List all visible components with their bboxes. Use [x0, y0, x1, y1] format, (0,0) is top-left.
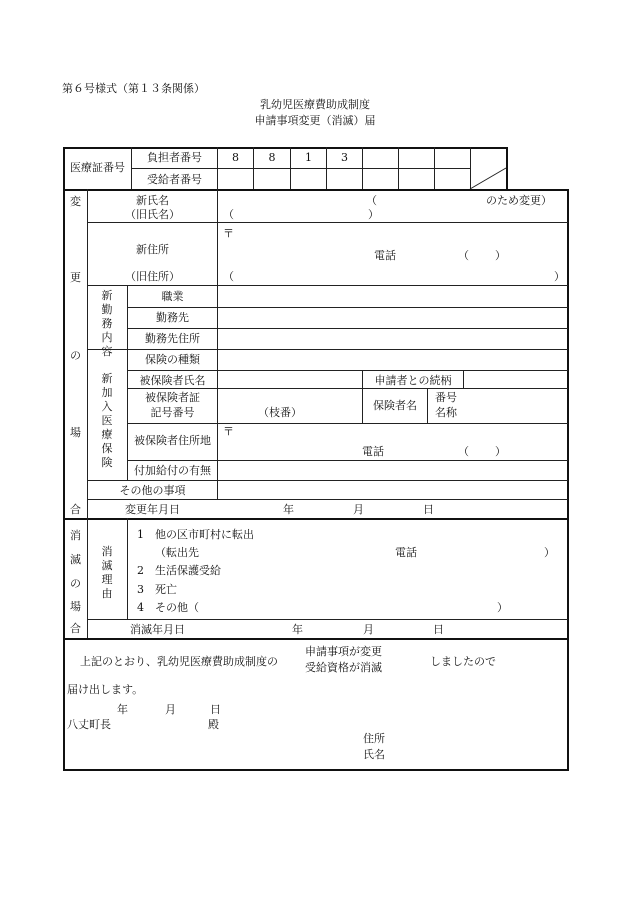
declaration-option-change: 申請事項が変更	[305, 645, 382, 658]
medical-certificate-number-label: 医療証番号	[70, 161, 125, 174]
name-label: 名称	[435, 406, 457, 419]
insured-phone-paren-open: （	[458, 445, 469, 458]
extinction-side-label-3: の	[70, 577, 81, 590]
old-name-label: （旧氏名）	[125, 208, 180, 221]
address-phone-label: 電話	[374, 249, 396, 262]
insured-phone-paren-close: ）	[495, 445, 506, 458]
address-phone-paren-close: ）	[495, 249, 506, 262]
insured-name-label: 被保険者氏名	[139, 374, 206, 387]
change-date-year: 年	[283, 503, 294, 516]
reason-item-1-destination: （転出先	[155, 546, 199, 559]
old-address-paren-close: ）	[554, 270, 565, 283]
additional-benefit-label: 付加給付の有無	[134, 464, 211, 477]
payer-number-label: 負担者番号	[147, 151, 202, 164]
submission-year: 年	[117, 703, 128, 716]
extinction-date-year: 年	[292, 623, 303, 636]
reason-paren-open: （	[366, 194, 377, 207]
payer-digit[interactable]: 3	[341, 151, 348, 164]
insurer-name-label: 保険者名	[373, 399, 417, 412]
change-side-label-4: 場	[70, 426, 81, 439]
insurance-type-label: 保険の種類	[145, 353, 200, 366]
applicant-name-label: 氏名	[363, 748, 385, 761]
submission-month: 月	[165, 703, 176, 716]
recipient-number-label: 受給者番号	[147, 173, 202, 186]
payer-digit[interactable]: 1	[305, 151, 312, 164]
number-label: 番号	[435, 391, 457, 404]
relation-label: 申請者との続柄	[374, 374, 452, 387]
old-name-paren-open: （	[223, 208, 234, 221]
reason-item-1: 1 他の区市町村に転出	[137, 528, 254, 541]
declaration-text-line2: 届け出します。	[67, 683, 144, 696]
insured-address-label: 被保険者住所地	[134, 434, 211, 447]
reason-item-3: 3 死亡	[137, 583, 177, 596]
extinction-side-label-2: 滅	[70, 553, 81, 566]
occupation-label: 職業	[161, 290, 184, 303]
change-date-label: 変更年月日	[125, 503, 180, 516]
extinction-date-label: 消滅年月日	[130, 623, 185, 636]
extinction-side-label-4: 場	[70, 600, 81, 613]
old-address-label: （旧住所）	[125, 270, 180, 283]
old-name-paren-close: ）	[368, 208, 379, 221]
postal-mark: 〒	[223, 227, 234, 240]
new-address-label: 新住所	[136, 243, 169, 256]
change-date-month: 月	[353, 503, 364, 516]
change-side-label-3: の	[70, 349, 81, 362]
destination-phone-label: 電話	[395, 546, 417, 559]
extinction-reason-label: 消滅理由	[101, 545, 113, 600]
reason-item-4: 4 その他（	[137, 601, 199, 614]
other-matters-label: その他の事項	[119, 484, 186, 497]
addressee-honorific: 殿	[208, 718, 219, 731]
change-side-label-5: 合	[70, 503, 81, 516]
extinction-side-label-5: 合	[70, 622, 81, 635]
extinction-side-label-1: 消	[70, 529, 81, 542]
insured-phone-label: 電話	[362, 445, 384, 458]
applicant-address-label: 住所	[363, 732, 385, 745]
other-paren-close: ）	[497, 601, 508, 614]
declaration-text-tail: しましたので	[430, 655, 496, 668]
new-name-label: 新氏名	[136, 194, 169, 207]
workplace-label: 勤務先	[156, 311, 189, 324]
addressee: 八丈町長	[67, 718, 111, 731]
workplace-address-label: 勤務先住所	[145, 332, 200, 345]
insured-cert-label-1: 被保険者証	[145, 391, 200, 404]
insured-cert-label-2: 記号番号	[150, 406, 195, 419]
payer-digit[interactable]: 8	[232, 151, 239, 164]
submission-day: 日	[210, 703, 221, 716]
reason-suffix: のため変更）	[486, 194, 552, 207]
branch-number-label: （枝番）	[258, 406, 302, 419]
extinction-date-day: 日	[433, 623, 444, 636]
insured-postal-mark: 〒	[223, 425, 234, 438]
form-title-line2: 申請事項変更（消滅）届	[254, 114, 376, 127]
reason-item-2: 2 生活保護受給	[137, 564, 221, 577]
form-title-line1: 乳幼児医療費助成制度	[260, 98, 370, 111]
destination-paren-close: ）	[544, 546, 555, 559]
old-address-paren-open: （	[223, 270, 234, 283]
payer-digit[interactable]: 8	[268, 151, 276, 164]
declaration-option-extinction: 受給資格が消滅	[305, 661, 382, 674]
extinction-date-month: 月	[363, 623, 374, 636]
declaration-text-lead: 上記のとおり、乳幼児医療費助成制度の	[80, 655, 278, 668]
change-date-day: 日	[423, 503, 434, 516]
new-insurance-group-label: 新加入医療保険	[101, 372, 113, 469]
change-side-label-2: 更	[70, 271, 81, 284]
address-phone-paren-open: （	[458, 249, 469, 262]
change-side-label-1: 変	[70, 195, 81, 208]
form-number: 第６号様式（第１３条関係）	[62, 82, 205, 95]
new-work-group-label: 新勤務内容	[101, 289, 113, 358]
